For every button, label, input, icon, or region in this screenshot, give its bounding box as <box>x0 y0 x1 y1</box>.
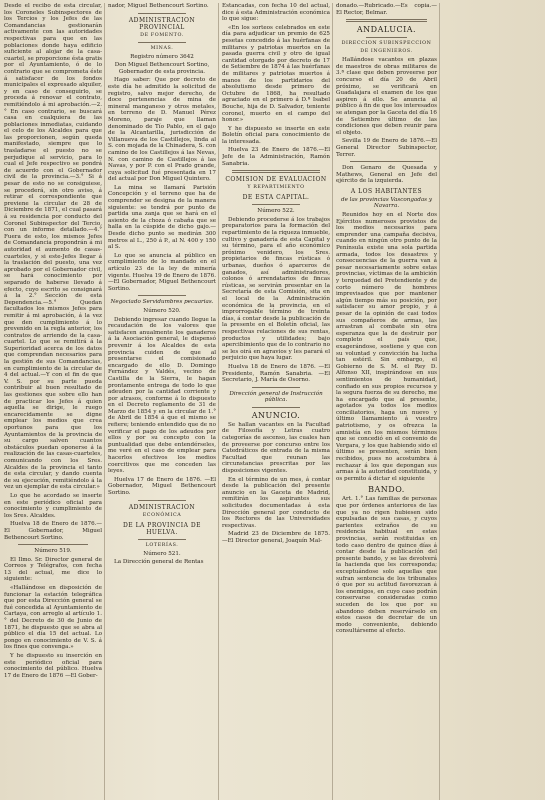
section-subheading: MINAS. <box>150 45 174 51</box>
section-divider <box>138 539 186 540</box>
italic-caption: Negociado Servidumbres pecuarias. <box>110 299 214 306</box>
section-subheading: LOTERÍAS. <box>145 542 179 548</box>
section-subheading: DE INGENIEROS. <box>360 49 413 55</box>
text-paragraph: Número 522. <box>257 208 295 215</box>
section-heading: DE ESTA CAPITAL. <box>242 194 310 202</box>
text-paragraph: Y he dispuesto se inserte en este Boletín oficial para conocimiento de la interesada. <box>222 125 330 145</box>
section-divider <box>232 170 320 173</box>
text-paragraph: Número 521. <box>143 550 181 557</box>
text-paragraph: Sevilla 19 de Enero de 1876.—El General Director Subinspector, Terrer. <box>336 138 437 158</box>
section-heading: BANDO. <box>368 485 405 495</box>
text-paragraph: Estancadas, con fecha 10 del actual, dice á esta Administración económica lo que sigue: <box>222 3 330 23</box>
text-paragraph: Debiendo procederse á los trabajos preparatorios para la formación del repartimiento de la riqueza inmueble, cultivo y ganadería de esta Capital y su término, para el año económico próximo venidero, los Sres. propietarios de fincas rústicas ó urbanas, dueños ó aparceros de ganados, así administradores, colonos ó arrendatarios de fincas rústicas, se servirán presentar en la Secretaría de esta Comisión, sita en el local de la Administración económica de la provincia, en el improrrogable término de treinta días, á contar desde la publicación de la presente en el Boletín oficial, las respectivas relaciones de sus rentas, productos y utilidades; bajo apercibimiento que de lo contrario no se les oirá en agravios y les parará el perjuicio que haya lugar. <box>222 216 330 362</box>
italic-caption: de las provincias Vascongadas y Navarra. <box>341 196 432 210</box>
section-divider <box>366 37 407 38</box>
column-2 <box>108 3 219 800</box>
text-paragraph: Debiendo ingresar cuando llegue la recaudación de los valores que satisfacen anualmente los ganaderos á la Asociación general, le dispensó prevenir á los Alcaldes de esta provincia cuiden de que al presentarse el comisionado encargado de ello D. Domingo Fernández y Valdés, vecino de Castilla de la Sierra, le hagan prontamente entrega de todo lo que adeuden por la cantidad corriente y por atrasos, conforme á lo dispuesto en el Decreto reglamento de 31 de Marzo de 1854 y en la circular de 1.° de Abril de 1854 á que el mismo se refiere; teniendo entendido que de no verificar el pago de los adeudos por ellos y por su concepto con la puntualidad que debe entendérseles, me veré en el caso de emplear para hacerlos efectivos los medios coercitivos que me conceden las leyes. <box>108 316 216 475</box>
text-paragraph: Número 520. <box>143 307 181 314</box>
section-heading: ADMINISTRACION PROVINCIAL <box>128 16 196 31</box>
text-paragraph: La Dirección general de Rentas <box>114 559 204 566</box>
text-paragraph: Don Miguel Bethencourt Sortino, Gobernador de esta provincia. <box>114 62 210 75</box>
text-paragraph: Don Genaro de Quesada y Mathews, General en Jefe del ejército de la izquierda. <box>336 165 437 185</box>
text-paragraph: Huelva 18 de Enero de 1876.—El Gobernador, Miguel Bethencourt Sortino. <box>4 521 102 541</box>
text-paragraph: El Ilmo. Sr. Director general de Correos y Telégrafos, con fecha 13 del actual, me dice lo siguiente: <box>4 556 102 583</box>
text-paragraph: En el término de un mes, á contar desde la publicación del presente anuncio en la Gaceta de Madrid, remitirán los aspirantes sus solicitudes documentadas á esta Dirección general por conducto de los Rectores de las Universidades respectivas. <box>222 476 330 529</box>
text-paragraph: Reunidos hoy en el Norte dos Ejércitos numerosos provistos de los medios necesarios para emprender una campaña decisiva, cuando en ningún otro punto de la Península existe una sola partida armada, todos los desastres y consecuencias de la guerra van á pesar necesariamente sobre estas provincias, víctimas de la ambición y terquedad del Pretendiente y de corto número de hombres imprevisados que por mantener algún tiempo más su posición, por satisfacer su amor propio, y á pesar de la opinión de casi todos sus compañeros de armas, las arrastran al combate sin otra esperanza que la de destruir por completo el país que, exagerándose, sostiene y que con su voluntad y convicción ha lucha tan estéril. Sin embargo, el Gobierno de S. M. el Rey D. Alfonso XII, inspirándose en sus sentimientos de humanidad, confiado en sus propios recursos y la segura fuerza de su derecho, me ha encargado que al presente, agotados ya todos los medios conciliatorios, haga un nuevo y último llamamiento á vuestro patriotismo, y os ofrezca la amnistía en los mismos términos que se concedió en el convenio de Vergara, y los que habiendo sido el último se presenten, serán bien recibidos, pues no acostumbra á rechazar á los que depongan sus armas á la autoridad constituida, y os permito á dictar el siguiente <box>336 212 437 482</box>
text-paragraph: Hallándose vacantes en plazas de maestros de obras militares de 3.ª clase que deben proveerse por concurso el día 20 de Abril próximo, se verificará en Guadalajara el examen de los que aspiren á ello. Se anuncia al público á fin de que los interesados se atengan por la Gaceta del día 16 de Setiembre último de las condiciones que deben reunir para el objeto. <box>336 57 437 136</box>
section-heading: ADMINISTRACION <box>128 503 196 511</box>
text-paragraph: Se hallan vacantes en la Facultad de Filosofía y Letras cuatro categorías de ascenso, las cuales han de proveerse por concurso entre los Catedráticos de entrada de la misma Facultad que reunan las circunstancias prescritas por las disposiciones vigentes. <box>222 421 330 475</box>
column-3 <box>222 3 333 800</box>
section-divider <box>252 204 300 205</box>
text-paragraph: Y he dispuesto su inserción en este periódico oficial para conocimiento del público. Huelva 17 de Enero de 1876 —El Gober- <box>4 653 102 679</box>
text-paragraph: Art. 1.° Las familias de personas que por órdenes anteriores de las que ya no rigen hubiesen sido expulsadas de sus casas, y cuyos parientes extraños de su residencia habitual en estas provincias, serán restituidas en todo caso dentro de quince días á contar desde la publicación del presente bando, y se las devolverá la hacienda que les corresponda; exceptuándose solo aquellas que sufran sentencia de los tribunales ó que por su actitud favorezcan á los enemigos, en cuyo caso podrán conservarse consideradas como suceden de los que por su abandono deben reservárselo en estos casos de decretar de un modo conveniente, debiendo consultárseme al efecto. <box>336 496 437 635</box>
section-divider <box>350 161 423 162</box>
section-divider <box>18 544 88 545</box>
section-divider <box>252 387 300 388</box>
text-paragraph: Desde el recibo de esta circular, los Coroneles Subinspectores de los Tercios y los Jefes de las Comandancias gestionarán activamente con las autoridades respectivas para que en las poblaciones donde haya edificio suficiente al alojar de la casa-cuartel, se proporcione ésta gratis por el Ayuntamiento, ó de lo contrario que se comprometa éste á satisfacer de los fondos municipales el expresado alquiler, y en caso de conseguirlo, se proceda á renovar el contrato, remitiéndolo á mi aprobación.—2.° En caso contrario, se buscará casa en cualquiera de las poblaciones inmediatas, cuidando el celo de los Alcaldes para que las proporcionen, según queda manifestado, siempre que lo trasladarse el puesto no se perjudique al servicio, para lo cual el Jefe respectivo se pondrá de acuerdo con el Gobernador civil de la provincia.—3.° Si á pesar de esto no se consiguiese, se procederá, sin otro aviso, á retirar el correspondiente que previene la circular de 28 de Diciembre de 1871, el cual pasará á su residencia por conducto del Coronel Subinspector del Tercio, con un informe detallado.—4.° Fuera de esto, los mismos Jefes de Comandancia propondrán á mi autoridad el aumento de casas-cuarteles, y si este-Jefes llegar á la traslación del puesto, una vez aprobado por el Gobernador civil, se hará conocimiento por separado de haberse llevado á efecto, cuyo escrito se consignará á la 2.° Sección de esta Dependencia.—5.° Quedan facultados los mismos Jefes para remitir á mi aprobación, á la vez que den cumplimiento á lo prevenido en la regla anterior, los contratos de arriendo de la casa-cuartel. Lo que se remitirá á la Superioridad acerca de los datos que comprendan necesarios para la gestión de sus Comandancias, en cumplimiento de la circular de 4 del actual.—Y con el fin de que V. S. por su parte pueda contribuir al buen resultado de las gestiones que sobre ello han de practicar los Jefes á quien aquella se dirige, le ruego encarecidamente se digne emplear los medios que crea oportunos para que los Ayuntamientos de la provincia de su cargo salven cuantos obstáculos puedan oponerse á la realización de las casas-cuarteles, comunicando con los Sres. Alcaldes de la provincia el tanto de esta circular, y dando cuenta de su ejecución, remitiéndolo á la vez un ejemplar de esta circular.» <box>4 3 102 491</box>
column-5 <box>443 3 545 800</box>
section-divider <box>138 295 186 296</box>
section-divider <box>346 19 427 22</box>
section-divider <box>138 500 186 501</box>
text-paragraph: Lo que he acordado se inserte en este periódico oficial para conocimiento y cumplimiento de los Sres. Alcaldes. <box>4 492 102 519</box>
section-heading: ANDALUCIA. <box>356 25 417 35</box>
section-subheading: DE FOMENTO. <box>140 32 184 38</box>
text-paragraph: Número 519. <box>34 548 72 555</box>
text-paragraph: Registro número 3642 <box>130 53 194 60</box>
text-paragraph: Lo que se anuncia al público en cumplimiento de lo mandado en el artículo 23 de la ley de minería vigente. Huelva 19 de Enero de 1876.—El Gobernador, Miguel Bethencourt Sortino. <box>108 252 216 292</box>
text-paragraph: Madrid 23 de Diciembre de 1875. —El Director general, Joaquín Mal- <box>222 531 330 544</box>
section-subheading: DIRECCION SUBINSPECCION <box>341 41 432 47</box>
text-paragraph: nador, Miguel Bethencourt Sortino. <box>108 3 209 9</box>
section-divider <box>252 407 300 408</box>
section-divider <box>138 42 186 43</box>
text-paragraph: Huelva 18 de Enero de 1876. —El Presidente, Ramón Sanabria. —El Secretario, J. María de Osorno. <box>222 363 330 384</box>
column-1 <box>4 3 105 800</box>
section-heading: COMISION DE EVALUACION <box>225 176 327 184</box>
text-paragraph: Huelva 17 de Enero de 1876. —El Gobernador, Miguel Bethencourt Sortino. <box>108 476 216 496</box>
section-heading: A LOS HABITANTES <box>350 187 423 195</box>
text-paragraph: La mina se llamará Parisión Concepción y el terreno que ha de comprender se designa de la manera siguiente: se tendrá por punto de partida una zanja que se hará en el asiento de la choza ó cabaña que se halla en la cúspide de dicho gajo.—Desde dicho punto se medirán 300 metros al L., 250 á P., al N. 400 y 150 al S. <box>108 184 216 251</box>
text-paragraph: donado.—Rubricado.—Es copia.—El Rector, Belmar. <box>336 3 437 16</box>
italic-caption: Dirección general de Instrucción pública. <box>229 390 323 404</box>
text-paragraph: «Hallándose en disposición de funcionar la estación telegráfica que por esta Dirección general se fué concedida al Ayuntamiento de Cartaya, con arreglo al artículo 1.° del Decreto de 30 de Junio de 1871, he dispuesto que se abra al público el día 15 del actual. Lo pongo en conocimiento de V. S. á los fines que convenga.» <box>4 585 102 651</box>
section-heading: DE LA PROVINCIA DE HUELVA. <box>122 521 202 536</box>
text-paragraph: Huelva 23 de Enero de 1876.—El Jefe de la Administración, Ramón Sanabria. <box>222 147 330 167</box>
text-paragraph: Hago saber: Que por decreto de este día he admitido la solicitud de registro, salvo mejor derecho, de doce pertenencias de mina de mineral manganeso y otros metales, en terreno de D. Manuel Pérez Moreno, paraje que llaman denominado de Tío Pablo, en el gajo de la Alcantarilla, jurisdicción de Villanueva de los Castillejos, linda al S. con mojada de la Chinadera, S. con camino de los Castillejos á las Nevas, N. con camino de Castillejos á las Navas, y por P. con el Prado grande, cuya solicitud fué presentada en 17 del actual por Don Miguel Quintero. <box>108 77 216 183</box>
column-4 <box>336 3 440 800</box>
text-paragraph: «En los sorteos celebrados en este día para adjudicar un premio de 625 pesetas concedido á las huérfanas de militares y patriotas muertos en la pasada guerra civil y otro de igual cantidad otorgado por decreto de 17 de Setiembre de 1874 á las huérfanas de militares y patriotas muertos á manos de los partidarios del absolutismo desde primero de Octubre de 1868, ha resultado agraciado en el primero á D.ª Isabel Bouche, hija de D. Salvador, teniente coronel, muerto en el campo del honor.» <box>222 24 330 124</box>
section-heading: ANUNCIO. <box>251 410 301 420</box>
section-subheading: Y REPARTIMIENTO <box>247 185 305 191</box>
section-subheading: ECONÓMICA <box>142 512 182 518</box>
section-divider <box>138 13 186 14</box>
